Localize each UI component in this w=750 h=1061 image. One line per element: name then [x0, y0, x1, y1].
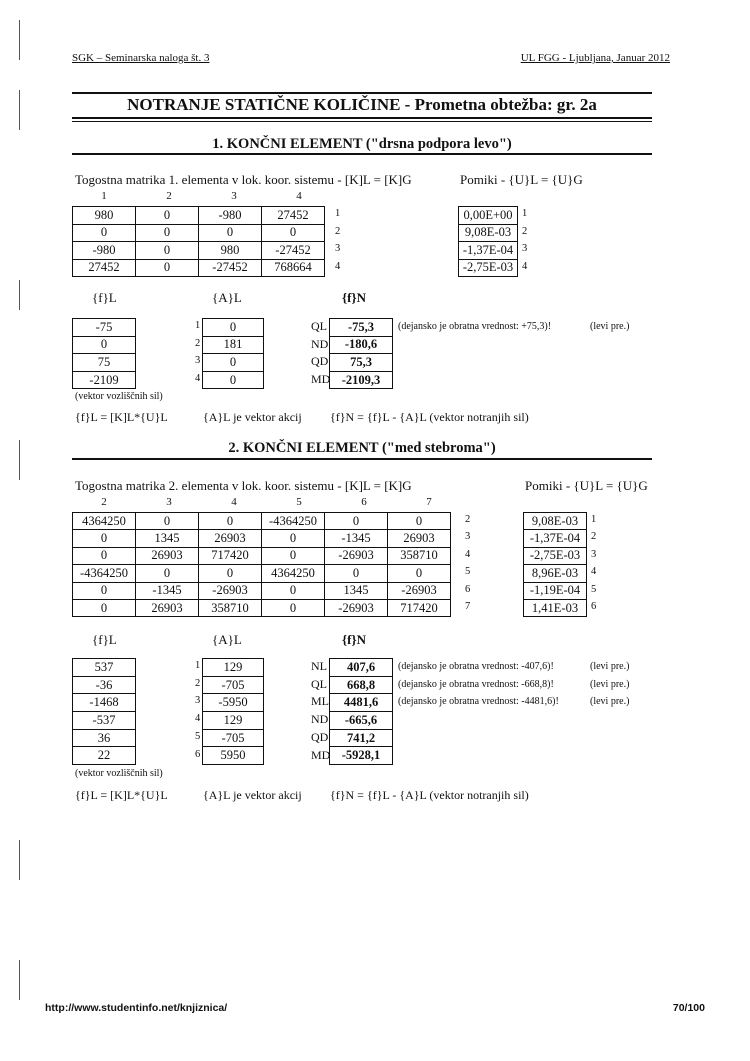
table-cell: 717420 [388, 599, 451, 616]
table-cell: 0 [199, 224, 262, 242]
note-side: (levi pre.) [590, 321, 630, 332]
matrix-col-label: 2 [101, 496, 107, 508]
internal-force-row-label: QD [311, 354, 329, 369]
displacement-caption: Pomiki - {U}L = {U}G [460, 172, 583, 187]
matrix-row-label: 1 [335, 208, 341, 219]
table-cell: 0 [203, 319, 264, 337]
displacement-row-label: 3 [522, 243, 528, 254]
vektor-note: (vektor vozliščnih sil) [75, 768, 163, 779]
table-row [203, 712, 264, 730]
matrix-row-label: 2 [335, 225, 341, 237]
internal-force-row-label: QD [311, 729, 329, 744]
table-cell: -26903 [325, 599, 388, 616]
scan-margin-mark [19, 440, 20, 480]
action-row-label: 1 [195, 320, 201, 331]
table-row [330, 659, 393, 677]
table-row [203, 336, 264, 354]
AL-label: {A}L [212, 632, 242, 647]
section-heading: 1. KONČNI ELEMENT ("drsna podpora levo") [212, 136, 512, 152]
table-row [73, 565, 451, 582]
matrix-col-label: 6 [361, 496, 367, 508]
table-row [330, 676, 393, 694]
note-side: (levi pre.) [590, 696, 630, 708]
table-cell: 26903 [136, 547, 199, 564]
table-cell: 0 [73, 599, 136, 616]
stiffness-matrix [72, 512, 451, 617]
matrix-row-label: 3 [465, 531, 471, 543]
table-cell: 980 [199, 242, 262, 260]
page-number: 70/100 [672, 1002, 705, 1014]
table-row [459, 259, 518, 277]
formula-f: {f}L = [K]L*{U}L [75, 410, 168, 424]
section-heading: 2. KONČNI ELEMENT ("med stebroma") [228, 440, 496, 456]
table-cell: 741,2 [330, 729, 393, 747]
title-rule-bottom [72, 117, 652, 119]
table-cell: -705 [203, 676, 264, 694]
table-cell: -27452 [262, 242, 325, 260]
table-cell: -26903 [388, 582, 451, 599]
action-row-label: 1 [195, 660, 201, 671]
formula-n: {f}N = {f}L - {A}L (vektor notranjih sil) [330, 410, 529, 424]
table-row [524, 599, 587, 616]
page-title: NOTRANJE STATIČNE KOLIČINE - Prometna obtežba: gr. 2a [127, 95, 597, 114]
table-cell: 0 [262, 224, 325, 242]
table-row [524, 582, 587, 599]
table-row [203, 659, 264, 677]
internal-force-row-label: MD [311, 747, 331, 762]
table-cell: 1345 [325, 582, 388, 599]
matrix-row-label: 4 [465, 548, 471, 560]
scan-margin-mark [19, 960, 20, 1000]
table-cell: 0,00E+00 [459, 207, 518, 225]
table-cell: 75 [73, 354, 136, 372]
table-cell: 0 [199, 513, 262, 530]
displacement-caption: Pomiki - {U}L = {U}G [525, 478, 648, 493]
scan-margin-mark [19, 90, 20, 130]
action-row-label: 4 [195, 372, 201, 384]
table-cell: -26903 [325, 547, 388, 564]
table-cell: 4481,6 [330, 694, 393, 712]
table-cell: -1,37E-04 [459, 242, 518, 260]
table-row [330, 712, 393, 730]
table-cell: 0 [136, 513, 199, 530]
formula-a: {A}L je vektor akcij [203, 410, 302, 424]
note-reverse-value: (dejansko je obratna vrednost: +75,3)! [398, 321, 552, 332]
matrix-col-label: 2 [166, 190, 172, 202]
table-row [73, 224, 325, 242]
header-right: UL FGG - Ljubljana, Januar 2012 [520, 52, 670, 64]
note-reverse-value: (dejansko je obratna vrednost: -668,8)! [398, 678, 554, 690]
table-cell: 0 [73, 336, 136, 354]
table-row [73, 659, 136, 677]
stiffness-matrix [72, 206, 325, 277]
matrix-col-label: 4 [296, 190, 302, 202]
table-cell: 980 [73, 207, 136, 225]
displacement-row-label: 4 [591, 566, 597, 578]
internal-force-row-label: QL [311, 319, 327, 333]
table-row [459, 224, 518, 242]
internal-force-row-label: ML [311, 694, 329, 709]
title-rule-top [72, 92, 652, 94]
fL-label: {f}L [92, 632, 117, 647]
table-cell: -2109 [73, 371, 136, 389]
table-row [524, 530, 587, 547]
table-row [203, 729, 264, 747]
displacement-vector [458, 206, 518, 277]
table-row [73, 371, 136, 389]
table-cell: 129 [203, 712, 264, 730]
matrix-col-label: 7 [426, 496, 432, 508]
displacement-row-label: 5 [591, 583, 597, 595]
table-cell: -980 [199, 207, 262, 225]
table-cell: 0 [262, 599, 325, 616]
table-cell: 0 [262, 530, 325, 547]
table-cell: 717420 [199, 547, 262, 564]
table-cell: -2,75E-03 [524, 547, 587, 564]
scan-margin-mark [19, 840, 20, 880]
table-cell: 9,08E-03 [524, 513, 587, 530]
table-row [330, 371, 393, 389]
table-row [73, 694, 136, 712]
table-cell: 4364250 [73, 513, 136, 530]
action-row-label: 5 [195, 730, 201, 742]
table-row [524, 547, 587, 564]
AL-label: {A}L [212, 290, 242, 305]
section-rule [72, 458, 652, 460]
table-row [203, 694, 264, 712]
table-cell: 358710 [199, 599, 262, 616]
fL-label: {f}L [92, 290, 117, 305]
table-row [73, 599, 451, 616]
table-row [73, 319, 136, 337]
table-row [203, 747, 264, 765]
displacement-vector [523, 512, 587, 617]
table-row [73, 513, 451, 530]
fN-label: {f}N [342, 290, 366, 305]
table-row [73, 259, 325, 277]
action-row-label: 2 [195, 337, 201, 349]
table-cell: 668,8 [330, 676, 393, 694]
table-cell: 537 [73, 659, 136, 677]
table-cell: 0 [136, 565, 199, 582]
matrix-row-label: 4 [335, 260, 341, 272]
table-cell: 181 [203, 336, 264, 354]
table-cell: 5950 [203, 747, 264, 765]
displacement-row-label: 6 [591, 601, 597, 612]
table-row [203, 371, 264, 389]
table-cell: 0 [199, 565, 262, 582]
table-cell: -2109,3 [330, 371, 393, 389]
table-cell: 26903 [388, 530, 451, 547]
table-row [524, 565, 587, 582]
table-row [73, 676, 136, 694]
note-reverse-value: (dejansko je obratna vrednost: -4481,6)! [398, 696, 559, 708]
table-row [73, 582, 451, 599]
table-cell: -537 [73, 712, 136, 730]
internal-force-row-label: MD [311, 371, 331, 386]
action-row-label: 2 [195, 677, 201, 689]
table-cell: 0 [388, 565, 451, 582]
table-row [330, 354, 393, 372]
table-row [73, 747, 136, 765]
table-cell: 4364250 [262, 565, 325, 582]
note-reverse-value: (dejansko je obratna vrednost: -407,6)! [398, 661, 554, 672]
displacement-row-label: 1 [522, 208, 528, 219]
matrix-col-label: 5 [296, 496, 302, 508]
internal-force-vector [329, 318, 393, 389]
table-cell: 0 [136, 242, 199, 260]
table-cell: -1345 [136, 582, 199, 599]
table-cell: 8,96E-03 [524, 565, 587, 582]
action-row-label: 6 [195, 748, 201, 760]
table-cell: 358710 [388, 547, 451, 564]
table-cell: 0 [136, 207, 199, 225]
table-cell: -1,37E-04 [524, 530, 587, 547]
table-cell: 36 [73, 729, 136, 747]
internal-force-vector [329, 658, 393, 765]
table-cell: -26903 [199, 582, 262, 599]
table-cell: 0 [325, 565, 388, 582]
nodal-force-vector [72, 318, 136, 389]
displacement-row-label: 2 [591, 531, 597, 543]
table-row [203, 319, 264, 337]
matrix-caption: Togostna matrika 2. elementa v lok. koor. sistemu - [K]L = [K]G [75, 478, 412, 493]
table-cell: -705 [203, 729, 264, 747]
table-row [73, 336, 136, 354]
header-left: SGK – Seminarska naloga št. 3 [72, 52, 210, 64]
table-row [73, 712, 136, 730]
matrix-row-label: 2 [465, 514, 471, 525]
table-cell: 0 [203, 354, 264, 372]
table-row [330, 729, 393, 747]
internal-force-row-label: NL [311, 659, 327, 673]
table-cell: -5928,1 [330, 747, 393, 765]
title-rule-bottom2 [72, 121, 652, 122]
table-row [203, 354, 264, 372]
table-cell: -1,19E-04 [524, 582, 587, 599]
table-cell: -5950 [203, 694, 264, 712]
matrix-row-label: 3 [335, 243, 341, 254]
table-cell: 26903 [199, 530, 262, 547]
displacement-row-label: 4 [522, 260, 528, 272]
displacement-row-label: 1 [591, 514, 597, 525]
table-cell: 0 [325, 513, 388, 530]
table-row [73, 354, 136, 372]
displacement-row-label: 2 [522, 225, 528, 237]
table-row [330, 319, 393, 337]
table-row [73, 530, 451, 547]
table-row [73, 729, 136, 747]
table-cell: -75,3 [330, 319, 393, 337]
table-cell: 0 [262, 582, 325, 599]
table-cell: -1345 [325, 530, 388, 547]
table-cell: 129 [203, 659, 264, 677]
table-cell: -4364250 [73, 565, 136, 582]
fN-label: {f}N [342, 632, 366, 647]
table-cell: -1468 [73, 694, 136, 712]
table-cell: 0 [203, 371, 264, 389]
table-cell: 0 [73, 530, 136, 547]
section-rule [72, 153, 652, 155]
matrix-col-label: 3 [166, 496, 172, 508]
action-vector [202, 318, 264, 389]
table-cell: 1,41E-03 [524, 599, 587, 616]
table-cell: 0 [136, 259, 199, 277]
formula-n: {f}N = {f}L - {A}L (vektor notranjih sil) [330, 788, 529, 802]
table-cell: -2,75E-03 [459, 259, 518, 277]
internal-force-row-label: ND [311, 336, 329, 351]
table-cell: -27452 [199, 259, 262, 277]
table-row [524, 513, 587, 530]
table-cell: 0 [73, 224, 136, 242]
note-side: (levi pre.) [590, 661, 630, 672]
table-cell: 27452 [73, 259, 136, 277]
table-cell: -75 [73, 319, 136, 337]
table-cell: 22 [73, 747, 136, 765]
action-row-label: 4 [195, 713, 201, 725]
action-row-label: 3 [195, 695, 201, 707]
table-row [73, 242, 325, 260]
table-cell: 27452 [262, 207, 325, 225]
table-cell: -4364250 [262, 513, 325, 530]
table-row [203, 676, 264, 694]
table-cell: -665,6 [330, 712, 393, 730]
matrix-col-label: 1 [101, 190, 107, 202]
internal-force-row-label: ND [311, 712, 329, 727]
formula-f: {f}L = [K]L*{U}L [75, 788, 168, 802]
table-row [330, 747, 393, 765]
matrix-col-label: 3 [231, 190, 237, 202]
table-cell: -180,6 [330, 336, 393, 354]
table-row [459, 207, 518, 225]
matrix-col-label: 4 [231, 496, 237, 508]
table-cell: 0 [73, 547, 136, 564]
formula-a: {A}L je vektor akcij [203, 788, 302, 802]
table-cell: 768664 [262, 259, 325, 277]
internal-force-row-label: QL [311, 676, 327, 691]
table-cell: 75,3 [330, 354, 393, 372]
vektor-note: (vektor vozliščnih sil) [75, 391, 163, 402]
table-cell: 9,08E-03 [459, 224, 518, 242]
table-cell: -980 [73, 242, 136, 260]
table-cell: 407,6 [330, 659, 393, 677]
table-row [73, 207, 325, 225]
table-cell: 0 [73, 582, 136, 599]
action-vector [202, 658, 264, 765]
table-row [330, 694, 393, 712]
footer-url[interactable]: http://www.studentinfo.net/knjiznica/ [45, 1002, 228, 1014]
matrix-row-label: 7 [465, 601, 471, 612]
note-side: (levi pre.) [590, 678, 630, 690]
table-cell: 26903 [136, 599, 199, 616]
table-cell: 0 [388, 513, 451, 530]
table-cell: 0 [136, 224, 199, 242]
table-cell: 1345 [136, 530, 199, 547]
action-row-label: 3 [195, 355, 201, 367]
scan-margin-mark [19, 280, 20, 310]
nodal-force-vector [72, 658, 136, 765]
table-row [73, 547, 451, 564]
table-cell: 0 [262, 547, 325, 564]
table-cell: -36 [73, 676, 136, 694]
matrix-row-label: 5 [465, 566, 471, 578]
table-row [459, 242, 518, 260]
matrix-caption: Togostna matrika 1. elementa v lok. koor. sistemu - [K]L = [K]G [75, 172, 412, 187]
displacement-row-label: 3 [591, 548, 597, 560]
scan-margin-mark [19, 20, 20, 60]
matrix-row-label: 6 [465, 583, 471, 595]
table-row [330, 336, 393, 354]
